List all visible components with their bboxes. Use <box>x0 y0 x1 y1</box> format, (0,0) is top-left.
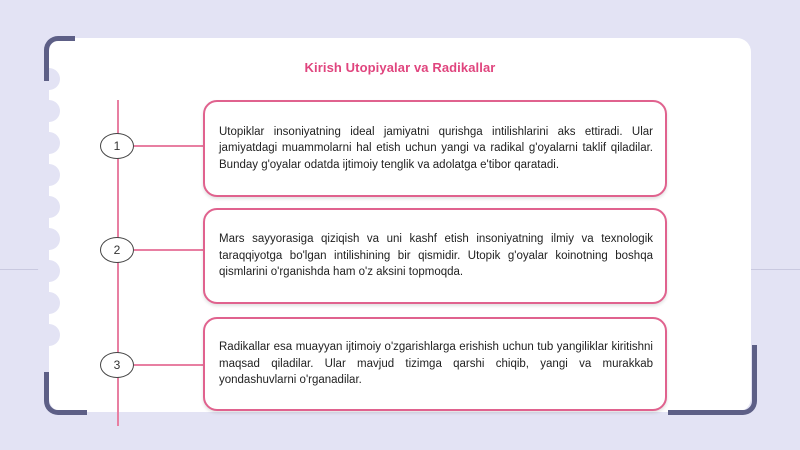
step-badge-1: 1 <box>100 133 134 159</box>
slide-title: Kirish Utopiyalar va Radikallar <box>304 60 496 75</box>
frame-corner-bottom-left <box>44 372 87 415</box>
step-text-3: Radikallar esa muayyan ijtimoiy o'zgarishlarga erishish uchun tub yangiliklar kiritishni maqsad qiladilar. Ular mavjud tizimga qarshi chiqib, yangi va murakkab yondashuvlarni o'rganadilar. <box>219 341 653 387</box>
binder-hole <box>38 132 60 154</box>
step-badge-3: 3 <box>100 352 134 378</box>
binder-hole <box>38 292 60 314</box>
step-card-3 <box>203 317 667 411</box>
step-card-1 <box>203 100 667 197</box>
binder-hole <box>38 324 60 346</box>
binder-hole <box>38 164 60 186</box>
frame-corner-bottom-right <box>668 345 757 415</box>
step-text-2: Mars sayyorasiga qiziqish va uni kashf etish insoniyatning ilmiy va texnologik taraqqiyotga bo'lgan intilishining bir qismidir. Utopik g'oyalar koinotning boshqa qismlarini o'rganishda ham o'z aksini topmoqda. <box>219 233 653 279</box>
binder-hole <box>38 260 60 282</box>
timeline-connector <box>134 364 204 366</box>
step-badge-2: 2 <box>100 237 134 263</box>
step-card-2 <box>203 208 667 304</box>
timeline-connector <box>134 249 204 251</box>
step-text-1: Utopiklar insoniyatning ideal jamiyatni qurishga intilishlarini aks ettiradi. Ular jamiyatdagi muammolarni hal etish uchun yangi va radikal g'oyalarni taklif qiladilar. Bunday g'oyalar odatda ijtimoiy tenglik va adolatga e'tibor qaratadi. <box>219 125 653 171</box>
binder-hole <box>38 100 60 122</box>
binder-hole <box>38 196 60 218</box>
timeline-connector <box>134 145 204 147</box>
binder-hole <box>38 228 60 250</box>
